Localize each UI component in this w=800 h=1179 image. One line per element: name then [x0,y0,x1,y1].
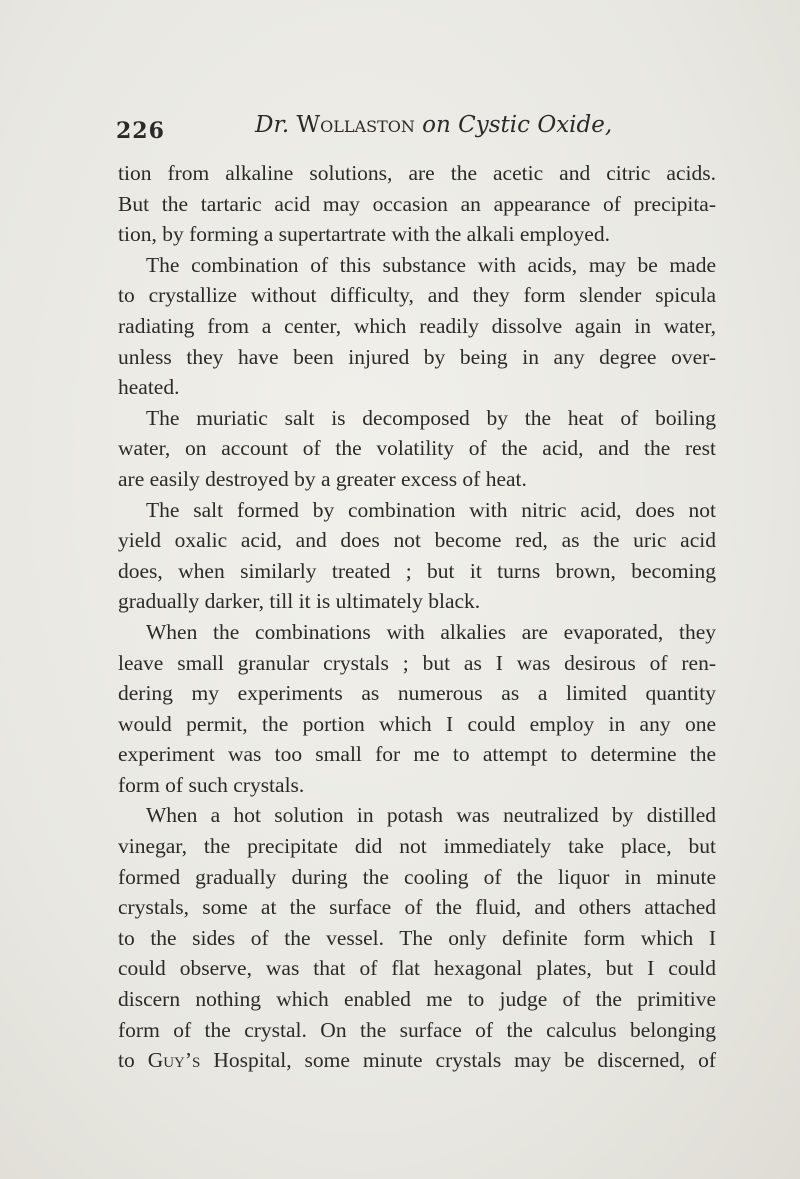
text-line: could observe, was that of flat hexagonal plates, but I could [118,956,716,981]
text-line: formed gradually during the cooling of the liquor in minute [118,864,716,889]
text-line: But the tartaric acid may occasion an appearance of precipita- [118,191,716,216]
text-line: water, on account of the volatility of the acid, and the rest [118,436,716,461]
title-subject: Cystic Oxide, [458,112,613,138]
title-connector: on [422,112,451,138]
text-line: leave small granular crystals ; but as I was desirous of ren- [118,650,716,675]
author-title: Dr. [255,112,290,138]
text-line: The combination of this substance with acids, may be made [146,252,716,277]
text-line: experiment was too small for me to attempt to determine the [118,742,716,767]
text-line: vinegar, the precipitate did not immediately take place, but [118,834,716,859]
text-line: form of the crystal. On the surface of the calculus belonging [118,1017,716,1042]
text-line: are easily destroyed by a greater excess of heat. [118,466,527,491]
body-text [118,158,716,1076]
running-header [116,112,716,148]
text-line: to the sides of the vessel. The only definite form which I [118,925,716,950]
paragraph [118,158,716,250]
text-line: unless they have been injured by being in any degree over- [118,344,716,369]
text-line: would permit, the portion which I could employ in any one [118,711,716,736]
page-number: 226 [116,118,165,144]
text-line: When the combinations with alkalies are evaporated, they [146,619,716,644]
text-line: discern nothing which enabled me to judge of the primitive [118,987,716,1012]
text-line: does, when similarly treated ; but it turns brown, becoming [118,558,716,583]
text-line: form of such crystals. [118,772,305,797]
text-line: yield oxalic acid, and does not become red, as the uric acid [118,528,716,553]
text-line: The muriatic salt is decomposed by the heat of boiling [146,405,716,430]
text-line: tion, by forming a supertartrate with the alkali employed. [118,222,610,247]
text-line: gradually darker, till it is ultimately black. [118,589,481,614]
line-segment: to [118,1048,135,1073]
text-line: radiating from a center, which readily dissolve again in water, [118,313,716,338]
text-line [118,1045,716,1076]
text-line: When a hot solution in potash was neutralized by distilled [146,803,716,828]
text-line: tion from alkaline solutions, are the acetic and citric acids. [118,161,716,185]
author-name: Wollaston [296,112,415,138]
line-segment: Hospital, some minute crystals may be discerned, of [213,1048,716,1073]
text-line: to crystallize without difficulty, and they form slender spicula [118,283,716,308]
text-line: The salt formed by combination with nitric acid, does not [146,497,716,522]
paragraph [118,403,716,495]
text-line: dering my experiments as numerous as a limited quantity [118,681,716,706]
paragraph [118,617,716,801]
hospital-name: Guy’s [147,1048,201,1073]
running-title [255,112,612,138]
paragraph [118,495,716,617]
paragraph [118,800,716,1075]
paragraph [118,250,716,403]
text-line: heated. [118,375,180,400]
text-line: crystals, some at the surface of the fluid, and others attached [118,895,716,920]
